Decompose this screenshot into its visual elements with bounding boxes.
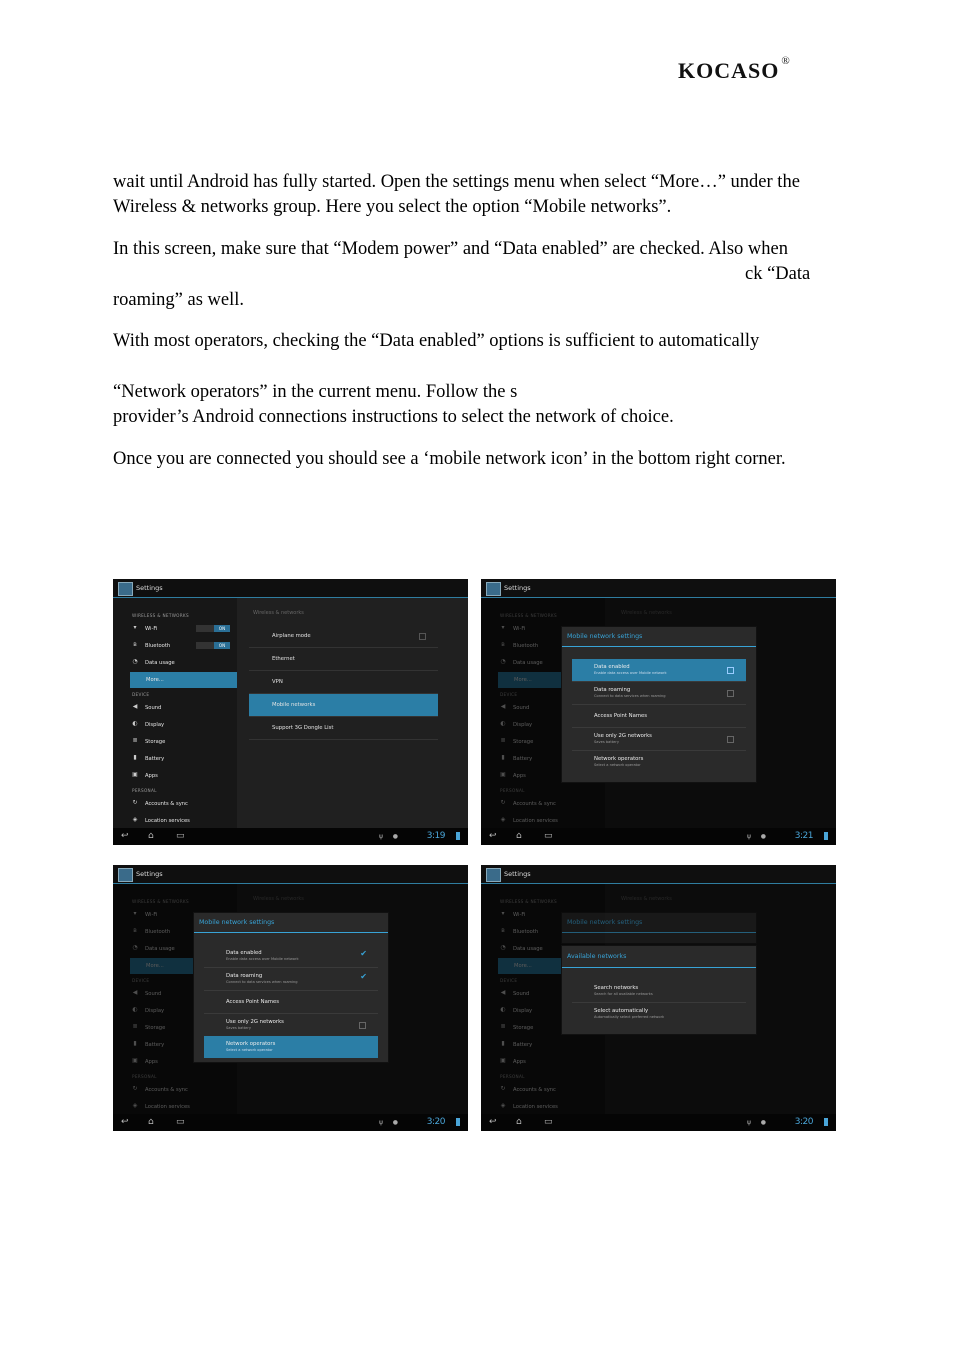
settings-icon [486, 868, 501, 882]
sidebar-item-label: Location services [145, 818, 190, 824]
item-label: Use only 2G networks [594, 733, 652, 739]
screenshot-wireless-networks [113, 579, 468, 845]
back-icon[interactable]: ↩ [489, 1117, 497, 1127]
sidebar-item-label: Data usage [145, 660, 175, 666]
network-operators-item[interactable] [204, 1036, 378, 1058]
item-summary: Enable data access over Mobile network [226, 957, 299, 961]
recent-apps-icon[interactable]: ▭ [176, 1117, 185, 1127]
bluetooth-icon: ʙ [133, 641, 137, 648]
only-2g-checkbox[interactable] [727, 736, 734, 743]
paragraph-line: “Network operators” in the current menu. Follow the s [113, 382, 518, 402]
item-label: Data roaming [226, 973, 263, 979]
android-icon: ● [760, 1119, 766, 1126]
sidebar-item-label: Wi-Fi [145, 626, 158, 632]
recent-apps-icon[interactable]: ▭ [176, 831, 185, 841]
sidebar-item-accounts[interactable] [130, 796, 237, 812]
select-automatically-item[interactable] [572, 1003, 746, 1025]
mobile-network-settings-dialog-background [561, 912, 757, 944]
item-summary: Automatically select preferred network [594, 1015, 665, 1019]
mobile-networks-item[interactable] [249, 694, 438, 717]
paragraph-line: With most operators, checking the “Data enabled” options is sufficient to automatically [113, 331, 760, 351]
wifi-toggle[interactable] [196, 625, 230, 632]
apn-item[interactable] [204, 991, 378, 1014]
dialog-title: Available networks [567, 953, 627, 960]
paragraph-line: In this screen, make sure that “Modem power” and “Data enabled” are checked. Also when [113, 239, 788, 259]
usb-icon: ψ [747, 1119, 751, 1126]
navigation-bar [481, 1114, 836, 1131]
recent-apps-icon[interactable]: ▭ [544, 831, 553, 841]
data-enabled-item[interactable] [572, 659, 746, 682]
item-label: Network operators [226, 1041, 276, 1047]
sidebar-item-label: Sound [145, 705, 162, 711]
item-label: Access Point Names [594, 713, 648, 719]
item-label: Data enabled [226, 950, 262, 956]
storage-icon: ≣ [132, 737, 138, 744]
dialog-divider [562, 967, 756, 968]
home-icon[interactable]: ⌂ [148, 831, 154, 841]
sidebar-item-battery[interactable] [130, 751, 237, 767]
registered-mark: ® [781, 54, 791, 67]
item-label: Use only 2G networks [226, 1019, 284, 1025]
only-2g-item[interactable] [572, 728, 746, 751]
sidebar-item-bluetooth[interactable] [130, 638, 237, 654]
sidebar-item-data-usage[interactable] [130, 655, 237, 671]
available-networks-dialog [561, 945, 757, 1035]
paragraph-line: roaming” as well. [113, 290, 244, 310]
brand-logo [678, 54, 791, 84]
back-icon[interactable]: ↩ [121, 1117, 129, 1127]
mobile-network-settings-dialog [561, 626, 757, 783]
item-summary: Saves battery [594, 740, 619, 744]
title-bar [481, 865, 836, 884]
back-icon[interactable]: ↩ [121, 831, 129, 841]
paragraph-line: Once you are connected you should see a ‘mobile network icon’ in the bottom right corner. [113, 449, 786, 469]
section-header: WIRELESS & NETWORKS [132, 613, 189, 618]
sidebar-item-sound[interactable] [130, 700, 237, 716]
sidebar-item-label: Display [145, 722, 165, 728]
data-roaming-item[interactable] [204, 968, 378, 991]
usb-icon: ψ [747, 833, 751, 840]
sidebar-item-label: Apps [145, 773, 158, 779]
toggle-label: ON [214, 642, 230, 649]
clock: 3:19 [426, 831, 445, 841]
dongle-list-item[interactable] [249, 717, 438, 740]
dialog-title: Mobile network settings [199, 919, 275, 926]
settings-title: Settings [136, 870, 163, 878]
data-enabled-item[interactable] [204, 945, 378, 968]
sidebar-item-location[interactable] [130, 813, 237, 829]
recent-apps-icon[interactable]: ▭ [544, 1117, 553, 1127]
ethernet-item[interactable] [249, 648, 438, 671]
pane-header: Wireless & networks [253, 610, 304, 616]
settings-title: Settings [504, 584, 531, 592]
item-label: Mobile networks [272, 702, 316, 708]
settings-title: Settings [504, 870, 531, 878]
search-networks-item[interactable] [572, 980, 746, 1003]
battery-status-icon [824, 832, 828, 840]
clock: 3:20 [426, 1117, 445, 1127]
data-roaming-checkbox[interactable] [727, 690, 734, 697]
dialog-title: Mobile network settings [567, 633, 643, 640]
item-label: Select automatically [594, 1008, 649, 1014]
wifi-icon: ▾ [133, 624, 137, 631]
android-icon: ● [760, 833, 766, 840]
location-icon: ◈ [132, 816, 138, 823]
home-icon[interactable]: ⌂ [148, 1117, 154, 1127]
apps-icon: ▣ [132, 771, 138, 778]
brand-logo-text: KOCASO [678, 58, 780, 83]
title-bar [481, 579, 836, 598]
item-summary: Select a network operator [226, 1048, 273, 1052]
vpn-item[interactable] [249, 671, 438, 694]
item-summary: Enable data access over Mobile network [594, 671, 667, 675]
usb-icon: ψ [379, 833, 383, 840]
mobile-network-settings-dialog [193, 912, 389, 1063]
android-icon: ● [392, 1119, 398, 1126]
data-enabled-checkbox[interactable] [727, 667, 734, 674]
clock: 3:21 [794, 831, 813, 841]
dialog-divider [194, 932, 388, 933]
airplane-checkbox[interactable] [419, 633, 426, 640]
android-icon: ● [392, 833, 398, 840]
bluetooth-toggle[interactable] [196, 642, 230, 649]
home-icon[interactable]: ⌂ [516, 831, 522, 841]
sidebar-item-storage[interactable] [130, 734, 237, 750]
item-label: Airplane mode [272, 633, 311, 639]
section-header: PERSONAL [132, 788, 157, 793]
screenshot-available-networks [481, 865, 836, 1131]
usb-icon: ψ [379, 1119, 383, 1126]
navigation-bar [113, 828, 468, 845]
settings-icon [118, 868, 133, 882]
screenshot-network-operators-selected [113, 865, 468, 1131]
sidebar-item-label: Accounts & sync [145, 801, 188, 807]
item-summary: Search for all available networks [594, 992, 653, 996]
clock: 3:20 [794, 1117, 813, 1127]
battery-icon: ▮ [133, 754, 137, 761]
toggle-label: ON [214, 625, 230, 632]
dialog-title: Mobile network settings [567, 919, 643, 926]
paragraph-line: wait until Android has fully started. Open the settings menu when select “More…” under the [113, 172, 800, 192]
speaker-icon: ◀ [132, 703, 138, 710]
display-icon: ◐ [132, 720, 138, 727]
item-label: Access Point Names [226, 999, 280, 1005]
paragraph-line: ck “Data [745, 264, 811, 284]
navigation-bar [481, 828, 836, 845]
item-label: Data enabled [594, 664, 630, 670]
title-bar [113, 579, 468, 598]
paragraph-line: Wireless & networks group. Here you select the option “Mobile networks”. [113, 197, 672, 217]
only-2g-checkbox[interactable] [359, 1022, 366, 1029]
section-header: DEVICE [132, 692, 150, 697]
data-roaming-item[interactable] [572, 682, 746, 705]
sidebar-item-label: More... [146, 677, 164, 683]
paragraph-line: provider’s Android connections instructions to select the network of choice. [113, 407, 674, 427]
title-bar [113, 865, 468, 884]
item-label: Support 3G Dongle List [272, 725, 334, 731]
sidebar-item-display[interactable] [130, 717, 237, 733]
item-summary: Select a network operator [594, 763, 641, 767]
battery-status-icon [824, 1118, 828, 1126]
battery-status-icon [456, 832, 460, 840]
item-label: Network operators [594, 756, 644, 762]
item-summary: Connect to data services when roaming [594, 694, 666, 698]
only-2g-item[interactable] [204, 1014, 378, 1037]
home-icon[interactable]: ⌂ [516, 1117, 522, 1127]
screenshot-mobile-network-settings [481, 579, 836, 845]
data-usage-icon: ◔ [132, 658, 138, 665]
sidebar-item-wifi[interactable] [130, 621, 237, 637]
sidebar-item-more[interactable] [130, 672, 237, 688]
item-summary: Connect to data services when roaming [226, 980, 298, 984]
item-summary: Saves battery [226, 1026, 251, 1030]
sync-icon: ↻ [132, 799, 138, 806]
apn-item[interactable] [572, 705, 746, 728]
sidebar-item-label: Battery [145, 756, 165, 762]
settings-icon [486, 582, 501, 596]
dialog-divider [562, 646, 756, 647]
sidebar-item-apps[interactable] [130, 768, 237, 784]
navigation-bar [113, 1114, 468, 1131]
network-operators-item[interactable] [572, 751, 746, 773]
item-label: VPN [272, 679, 283, 685]
item-label: Data roaming [594, 687, 631, 693]
settings-icon [118, 582, 133, 596]
item-label: Search networks [594, 985, 639, 991]
checkmark-icon[interactable]: ✔ [360, 949, 367, 958]
airplane-mode-item[interactable] [249, 625, 438, 648]
dialog-divider [562, 932, 756, 933]
sidebar-item-label: Storage [145, 739, 166, 745]
back-icon[interactable]: ↩ [489, 831, 497, 841]
checkmark-icon[interactable]: ✔ [360, 972, 367, 981]
battery-status-icon [456, 1118, 460, 1126]
item-label: Ethernet [272, 656, 295, 662]
settings-title: Settings [136, 584, 163, 592]
sidebar-item-label: Bluetooth [145, 643, 171, 649]
